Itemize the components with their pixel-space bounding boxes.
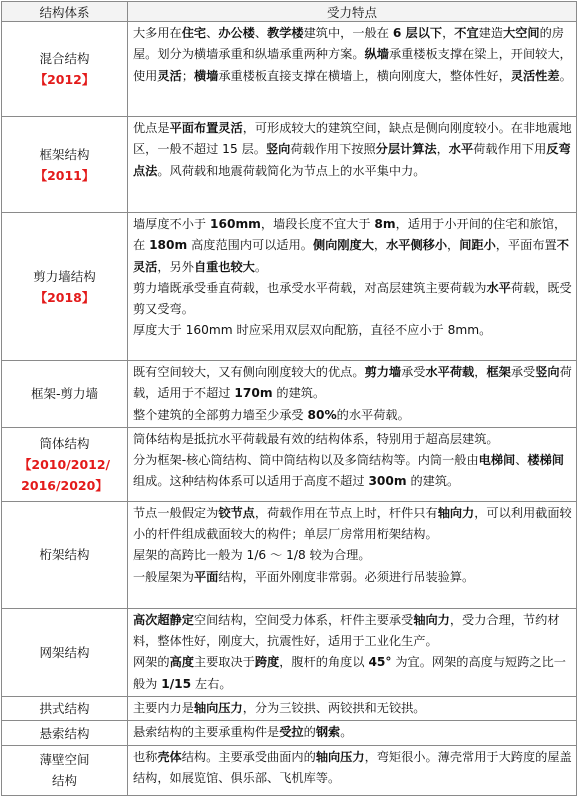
emphasis-text: 300m — [368, 474, 407, 489]
emphasis-text: 轴向力 — [413, 612, 450, 627]
emphasis-text: 水平 — [448, 142, 474, 157]
body-text: 优点是 — [133, 121, 170, 135]
structure-table — [1, 1, 577, 796]
characteristics-paragraph — [133, 450, 572, 493]
body-text: 一般屋架为 — [133, 569, 194, 584]
body-text: 整个建筑的全部剪力墙至少承受 — [133, 407, 308, 422]
body-text: 为宜。网架的高度与短跨之比一般为 — [133, 655, 566, 691]
emphasis-text: 楼梯间 — [527, 453, 564, 468]
header-structure-system: 结构体系 — [2, 2, 128, 22]
characteristics-cell — [128, 745, 577, 795]
emphasis-text: 壳体 — [157, 749, 182, 764]
emphasis-text: 竖向 — [535, 365, 560, 379]
body-text: 建造 — [478, 26, 504, 40]
table-row — [2, 608, 577, 696]
emphasis-text: 电梯间 — [478, 453, 516, 468]
characteristics-cell — [128, 213, 577, 361]
body-text: 结构，平面外刚度非常弱。必须进行吊装验算。 — [218, 569, 475, 584]
emphasis-text: 教学楼 — [267, 26, 304, 40]
emphasis-text: 大空间 — [503, 26, 540, 40]
structure-name-cell — [2, 361, 128, 428]
structure-name: 结构 — [51, 773, 77, 789]
emphasis-text: 剪力墙 — [364, 365, 402, 379]
body-text: 剪力墙既承受垂直荷载，也承受水平荷载，对高层建筑主要荷载为 — [133, 280, 487, 295]
body-text: 大多用在 — [133, 26, 182, 40]
characteristics-cell — [128, 501, 577, 608]
body-text: 的水平荷载。 — [336, 407, 410, 422]
body-text: ，可以利用截面较小的杆件组成截面较大的构件；单层厂房常用桁架结构。 — [133, 505, 572, 542]
body-text: 既有空间较大，又有侧向刚度较大的优点。 — [133, 365, 365, 379]
table-row — [2, 22, 577, 117]
characteristics-paragraph — [133, 652, 572, 695]
body-text: 。 — [340, 725, 353, 740]
characteristics-cell — [128, 361, 577, 428]
structure-name: 筒体结构 — [39, 435, 90, 451]
body-text: 承受 — [510, 365, 536, 379]
table-row — [2, 697, 577, 721]
emphasis-text: 6 层以下 — [392, 26, 443, 40]
emphasis-text: 纵墙 — [364, 47, 389, 62]
body-text: 承重楼板支撑在梁上，开间较大，使用 — [133, 47, 572, 83]
characteristics-paragraph — [133, 722, 572, 743]
characteristics-paragraph — [133, 405, 572, 426]
emphasis-text: 灵活 — [157, 68, 182, 83]
body-text: 建筑中，一般在 — [303, 26, 393, 40]
body-text: 、 — [206, 26, 219, 40]
body-text: 悬索结构的主要承重构件是 — [133, 725, 280, 740]
emphasis-text: 框架 — [486, 365, 511, 379]
body-text: ， — [474, 365, 487, 379]
structure-name: 拱式结构 — [39, 701, 90, 717]
characteristics-cell — [128, 721, 577, 745]
emphasis-text: 铰节点 — [218, 505, 255, 520]
body-text: 组成。这种结构体系可以适用于高度不超过 — [133, 474, 369, 489]
emphasis-text: 160mm — [210, 217, 261, 231]
emphasis-text: 水平荷载 — [425, 365, 475, 379]
body-text: 。风荷载和地震荷载简化为节点上的水平集中力。 — [157, 163, 426, 178]
structure-name-cell — [2, 745, 128, 795]
header-stress-characteristics: 受力特点 — [128, 2, 577, 22]
emphasis-text: 80% — [307, 407, 337, 422]
emphasis-text: 170m — [234, 386, 273, 401]
emphasis-text: 受拉 — [279, 725, 304, 740]
body-text: 厚度大于 160mm 时应采用双层双向配筋，直径不应小于 8mm。 — [133, 323, 492, 338]
structure-name: 悬索结构 — [39, 725, 90, 741]
structure-name: 薄壁空间 — [39, 752, 90, 768]
body-text: ，墙段长度不宜大于 — [260, 217, 375, 231]
body-text: 也称 — [133, 749, 158, 764]
structure-name-cell — [2, 117, 128, 213]
body-text: 。 — [254, 259, 268, 274]
emphasis-text: 45° — [368, 655, 392, 670]
emphasis-text: 1/15 — [161, 676, 192, 691]
body-text: ； — [181, 68, 194, 83]
exam-year-tag: 【2012】 — [34, 72, 95, 87]
structure-name-cell — [2, 721, 128, 745]
characteristics-paragraph — [133, 278, 572, 321]
structure-name-cell — [2, 697, 128, 721]
characteristics-cell — [128, 608, 577, 696]
body-text: ，可形成较大的建筑空间，缺点是侧向刚度较小。在非地震地区，一般不超过 15 层。 — [133, 121, 572, 157]
characteristics-paragraph — [133, 503, 572, 546]
emphasis-text: 办公楼 — [218, 26, 255, 40]
body-text: 荷载，适用于不超过 — [133, 365, 572, 401]
emphasis-text: 180m — [149, 238, 188, 253]
body-text: ， — [436, 142, 449, 157]
body-text: ，平面布置 — [495, 238, 557, 253]
structure-name: 桁架结构 — [39, 547, 90, 563]
body-text: 节点一般假定为 — [133, 505, 219, 520]
body-text: 的 — [303, 725, 316, 740]
structure-name: 网架结构 — [39, 644, 90, 660]
body-text: 筒体结构是抵抗水平荷载最有效的结构体系，特别用于超高层建筑。 — [133, 431, 499, 446]
body-text: ，弯矩很小。薄壳常用于大跨度的屋盖结构，如展览馆、俱乐部、飞机库等。 — [133, 749, 572, 785]
table-row — [2, 361, 577, 428]
emphasis-text: 轴向压力 — [315, 749, 365, 764]
body-text: 墙厚度不小于 — [133, 217, 210, 231]
body-text: ，腹杆的角度以 — [279, 655, 369, 670]
characteristics-paragraph — [133, 567, 572, 588]
exam-year-tag: 【2011】 — [34, 167, 95, 183]
body-text: ， — [447, 238, 460, 253]
structure-name: 混合结构 — [39, 51, 90, 66]
emphasis-text: 灵活性差 — [510, 68, 560, 83]
body-text: 屋架的高跨比一般为 1/6 ～ 1/8 较为合理。 — [133, 548, 371, 563]
body-text: 的建筑。 — [272, 386, 326, 401]
body-text: ，荷载作用在节点上时，杆件只有 — [254, 505, 438, 520]
body-text: ，受力合理，节约材料，整体性好，刚度大，抗震性好，适用于工业化生产。 — [133, 612, 560, 649]
body-text: 高度范围内可以适用。 — [187, 238, 313, 253]
body-text: 的建筑。 — [406, 474, 460, 489]
body-text: 、 — [515, 453, 528, 468]
body-text: 荷载作用下用 — [473, 142, 547, 157]
exam-year-tag: 【2018】 — [34, 289, 95, 305]
emphasis-text: 住宅 — [181, 26, 207, 40]
emphasis-text: 平面布置灵活 — [169, 121, 243, 135]
emphasis-text: 间距小 — [459, 238, 496, 253]
body-text: 荷载，既受剪又受弯。 — [133, 280, 572, 317]
emphasis-text: 自重也较大 — [193, 259, 255, 274]
characteristics-cell — [128, 427, 577, 501]
characteristics-paragraph — [133, 429, 572, 450]
characteristics-paragraph — [133, 214, 572, 278]
emphasis-text: 水平侧移小 — [386, 238, 448, 253]
body-text: 主要内力是 — [133, 701, 194, 716]
structure-name-cell — [2, 501, 128, 608]
body-text: ，适用于小开间的住宅和旅馆，在 — [133, 217, 567, 253]
emphasis-text: 侧向刚度大 — [312, 238, 374, 253]
emphasis-text: 不灵活 — [133, 238, 569, 274]
table-row — [2, 117, 577, 213]
emphasis-text: 8m — [374, 217, 396, 231]
table-row — [2, 501, 577, 608]
table-row — [2, 427, 577, 501]
header-row — [2, 2, 577, 22]
emphasis-text: 轴向力 — [437, 505, 475, 520]
body-text: 承受 — [401, 365, 426, 379]
table-row — [2, 721, 577, 745]
structure-name: 剪力墙结构 — [33, 268, 96, 284]
emphasis-text: 高次超静定 — [133, 612, 194, 627]
characteristics-cell — [128, 697, 577, 721]
characteristics-cell — [128, 22, 577, 117]
body-text: 承重楼板直接支撑在横墙上，横向刚度大，整体性好， — [218, 68, 511, 83]
characteristics-paragraph — [133, 23, 572, 87]
body-text: ， — [442, 26, 455, 40]
body-text: 。 — [559, 68, 572, 83]
characteristics-paragraph — [133, 362, 572, 405]
characteristics-paragraph — [133, 698, 572, 719]
characteristics-paragraph — [133, 320, 572, 341]
body-text: 荷载作用下按照 — [290, 142, 376, 157]
characteristics-paragraph — [133, 118, 572, 182]
body-text: 网架的 — [133, 655, 170, 670]
exam-year-tag: 2016/2020】 — [21, 477, 108, 493]
table-body — [2, 22, 577, 796]
body-text: 结构。主要承受曲面内的 — [181, 749, 316, 764]
structure-name: 框架-剪力墙 — [30, 386, 98, 402]
emphasis-text: 轴向压力 — [193, 701, 243, 716]
structure-name: 框架结构 — [39, 146, 90, 162]
body-text: 空间结构，空间受力体系，杆件主要承受 — [193, 612, 414, 627]
body-text: ，分为三铰拱、两铰拱和无铰拱。 — [242, 701, 426, 716]
characteristics-paragraph — [133, 610, 572, 653]
emphasis-text: 水平 — [486, 280, 511, 295]
structure-name-cell — [2, 213, 128, 361]
body-text: 、 — [254, 26, 268, 40]
body-text: 分为框架-核心筒结构、筒中筒结构以及多筒结构等。内筒一般由 — [133, 453, 479, 468]
body-text: ，另外 — [157, 259, 194, 274]
emphasis-text: 不宜 — [454, 26, 479, 40]
emphasis-text: 横墙 — [193, 68, 219, 83]
emphasis-text: 分层计算法 — [375, 142, 437, 157]
emphasis-text: 钢索 — [315, 725, 341, 740]
emphasis-text: 高度 — [169, 655, 194, 670]
characteristics-paragraph — [133, 545, 572, 566]
structure-name-cell — [2, 608, 128, 696]
characteristics-cell — [128, 117, 577, 213]
structure-name-cell — [2, 427, 128, 501]
structure-name-cell — [2, 22, 128, 117]
table-row — [2, 745, 577, 795]
body-text: 主要取决于 — [193, 655, 255, 670]
exam-year-tag: 【2010/2012/ — [18, 456, 111, 472]
emphasis-text: 跨度 — [254, 655, 280, 670]
emphasis-text: 反弯点法 — [133, 142, 571, 178]
body-text: ， — [373, 238, 387, 253]
emphasis-text: 平面 — [193, 569, 219, 584]
emphasis-text: 竖向 — [265, 142, 291, 157]
body-text: 的房屋。划分为横墙承重和纵墙承重两种方案。 — [133, 26, 564, 62]
table-row — [2, 213, 577, 361]
body-text: 左右。 — [191, 676, 232, 691]
characteristics-paragraph — [133, 747, 572, 790]
